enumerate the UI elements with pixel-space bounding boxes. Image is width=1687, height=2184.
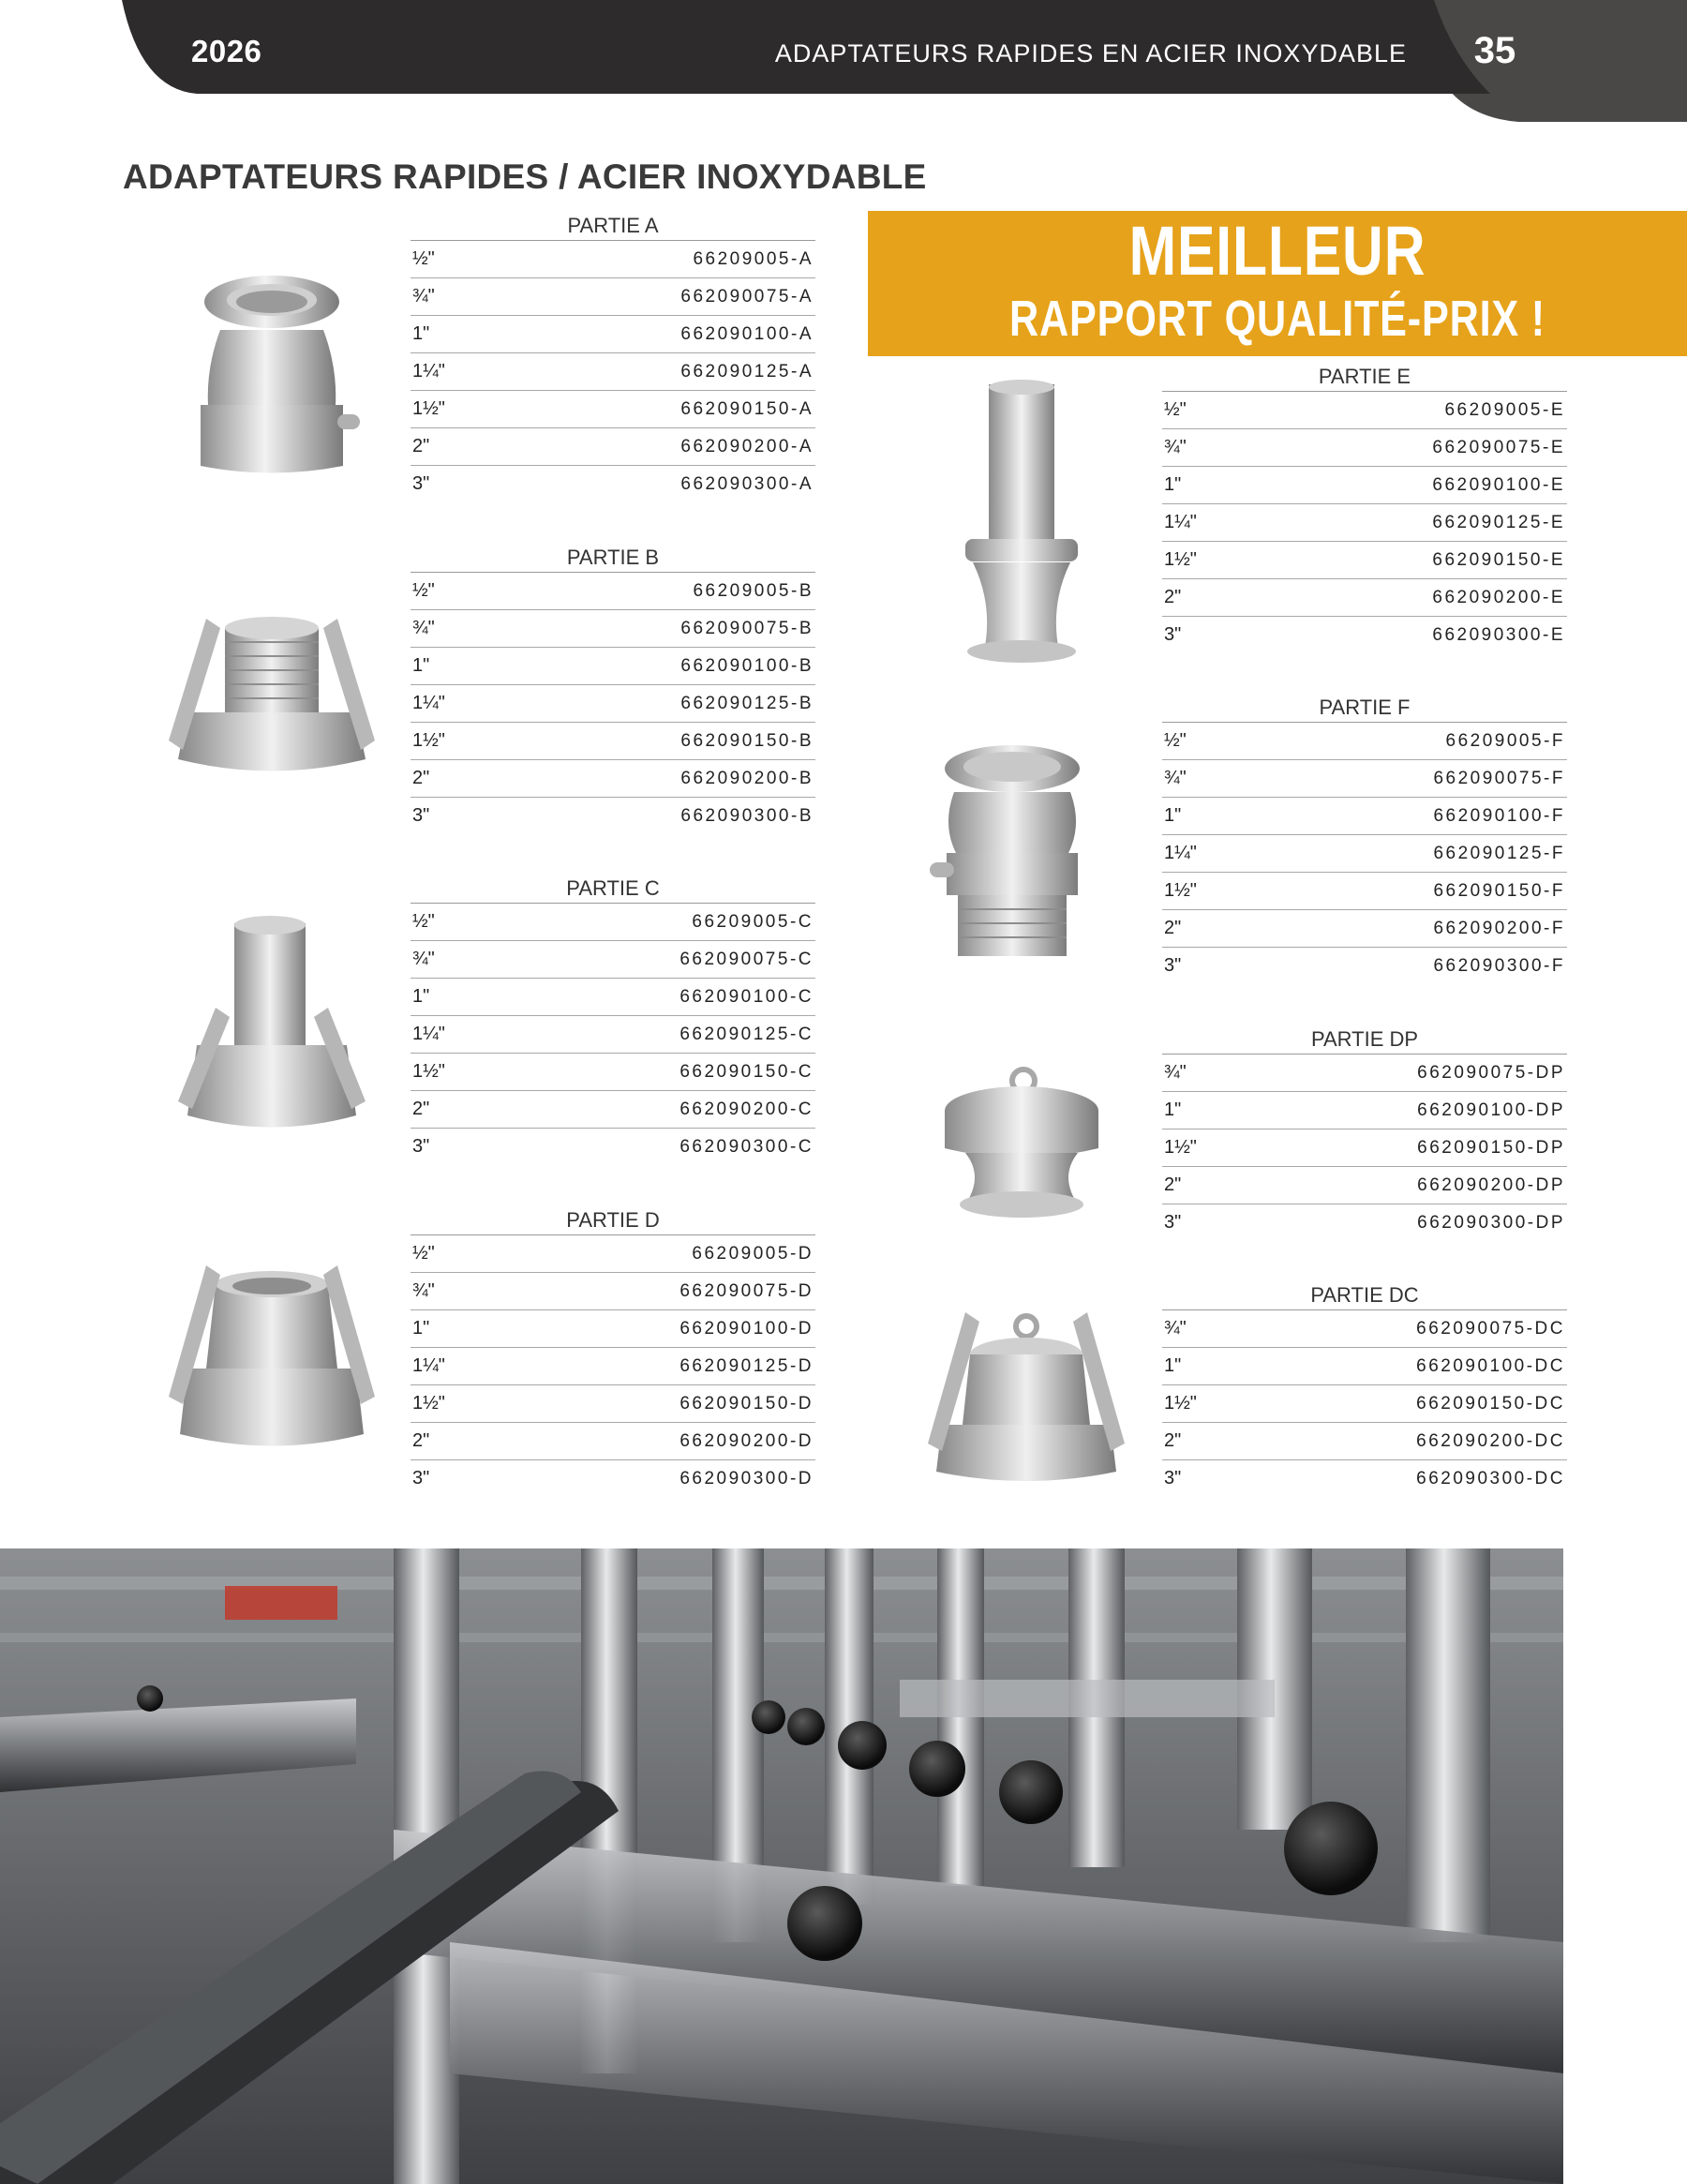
row-code: 662090125-A (680, 361, 814, 381)
row-code: 662090150-D (679, 1393, 814, 1414)
table-row (411, 278, 815, 316)
table-row (1162, 1423, 1567, 1460)
row-size: 2" (412, 768, 430, 788)
row-size: 2" (1164, 1430, 1182, 1451)
row-size: 2" (412, 1430, 430, 1451)
row-size: ½" (412, 248, 435, 269)
row-code: 662090100-A (680, 323, 814, 344)
row-size: 1¼" (412, 1024, 445, 1044)
row-code: 662090075-DC (1416, 1318, 1565, 1339)
table-row (1162, 760, 1567, 798)
table-row (411, 941, 815, 979)
row-size: 2" (1164, 587, 1182, 607)
row-code: 662090100-DC (1416, 1355, 1565, 1376)
part-table-a (411, 212, 815, 502)
table-row (1162, 1055, 1567, 1092)
page-title: ADAPTATEURS RAPIDES / ACIER INOXYDABLE (123, 157, 927, 196)
row-code: 662090300-DP (1417, 1212, 1565, 1233)
row-code: 662090075-B (680, 618, 814, 638)
row-size: 3" (1164, 955, 1182, 976)
table-row (1162, 504, 1567, 542)
row-size: ½" (1164, 730, 1187, 751)
row-code: 662090300-DC (1416, 1468, 1565, 1488)
row-code: 662090100-DP (1417, 1099, 1565, 1120)
table-row (1162, 873, 1567, 910)
table-row (411, 760, 815, 798)
table-row (411, 466, 815, 502)
table-row (1162, 1092, 1567, 1129)
table-row (1162, 1385, 1567, 1423)
row-code: 662090125-D (679, 1355, 814, 1376)
table-row (411, 1273, 815, 1310)
row-size: ¾" (1164, 1062, 1187, 1083)
table-row (1162, 835, 1567, 873)
row-size: 1" (1164, 1099, 1182, 1120)
row-size: 1¼" (412, 693, 445, 713)
table-row (1162, 910, 1567, 948)
part-c-image (159, 914, 384, 1153)
row-code: 662090200-DC (1416, 1430, 1565, 1451)
header-section-title: ADAPTATEURS RAPIDES EN ACIER INOXYDABLE (774, 39, 1407, 67)
row-code: 662090125-C (679, 1024, 814, 1044)
row-code: 662090200-F (1433, 918, 1565, 938)
row-code: 662090100-D (679, 1318, 814, 1339)
row-code: 662090300-B (680, 805, 814, 826)
table-row (411, 1054, 815, 1091)
table-row (411, 798, 815, 834)
table-row (1162, 467, 1567, 504)
table-row (411, 573, 815, 610)
row-code: 662090150-DP (1417, 1137, 1565, 1158)
row-size: ¾" (412, 1280, 435, 1301)
table-row (1162, 1167, 1567, 1204)
row-size: ¾" (412, 949, 435, 969)
row-code: 66209005-D (692, 1243, 814, 1264)
piping-illustration (0, 1548, 1563, 2184)
part-title: PARTIE A (411, 212, 815, 241)
part-dp-image (937, 1064, 1106, 1223)
table-row (411, 1310, 815, 1348)
row-size: 1" (1164, 474, 1182, 495)
promo-line-1: MEILLEUR (1128, 212, 1426, 290)
row-size: 2" (412, 436, 430, 456)
row-code: 662090150-DC (1416, 1393, 1565, 1414)
row-size: 1" (412, 986, 430, 1007)
row-size: 1" (1164, 805, 1182, 826)
row-code: 662090200-DP (1417, 1174, 1565, 1195)
table-row (411, 979, 815, 1016)
row-code: 66209005-C (692, 911, 814, 932)
part-table-c (411, 875, 815, 1165)
row-size: 1" (412, 655, 430, 676)
row-size: 3" (412, 1136, 430, 1157)
part-e-image (956, 380, 1087, 666)
row-size: ¾" (412, 286, 435, 307)
promo-line-2: RAPPORT QUALITÉ-PRIX ! (1008, 291, 1545, 347)
part-f-image (928, 740, 1097, 965)
part-table-f (1162, 694, 1567, 984)
row-size: 1½" (412, 730, 445, 751)
page-header (0, 0, 1687, 122)
row-size: 1" (412, 1318, 430, 1339)
row-size: ¾" (1164, 768, 1187, 788)
row-code: 662090150-F (1433, 880, 1565, 901)
table-row (411, 610, 815, 648)
row-code: 662090150-A (680, 398, 814, 419)
table-row (1162, 1348, 1567, 1385)
row-size: 1½" (1164, 880, 1197, 901)
row-size: 1¼" (1164, 843, 1197, 863)
part-table-dp (1162, 1025, 1567, 1241)
row-code: 662090200-B (680, 768, 814, 788)
table-row (411, 428, 815, 466)
table-row (411, 648, 815, 685)
table-row (1162, 723, 1567, 760)
row-code: 662090075-DP (1417, 1062, 1565, 1083)
row-code: 66209005-E (1444, 399, 1565, 420)
table-row (1162, 1204, 1567, 1241)
row-size: 1½" (412, 1393, 445, 1414)
part-dc-image (914, 1303, 1139, 1490)
row-code: 662090075-D (679, 1280, 814, 1301)
part-title: PARTIE C (411, 875, 815, 904)
part-title: PARTIE DP (1162, 1025, 1567, 1055)
table-row (1162, 542, 1567, 579)
table-row (411, 1348, 815, 1385)
row-size: 1¼" (412, 361, 445, 381)
part-title: PARTIE F (1162, 694, 1567, 723)
row-size: 3" (1164, 624, 1182, 645)
row-code: 662090075-E (1432, 437, 1565, 457)
row-code: 662090100-E (1432, 474, 1565, 495)
row-size: ¾" (412, 618, 435, 638)
row-code: 662090200-A (680, 436, 814, 456)
part-title: PARTIE DC (1162, 1281, 1567, 1310)
table-row (1162, 579, 1567, 617)
row-code: 662090200-E (1432, 587, 1565, 607)
table-row (1162, 1310, 1567, 1348)
table-row (411, 353, 815, 391)
row-code: 662090300-E (1432, 624, 1565, 645)
row-code: 662090200-D (679, 1430, 814, 1451)
row-size: 3" (412, 1468, 430, 1488)
row-size: 1" (412, 323, 430, 344)
row-size: ¾" (1164, 437, 1187, 457)
row-code: 662090300-C (679, 1136, 814, 1157)
part-table-dc (1162, 1281, 1567, 1497)
industrial-piping-photo (0, 1548, 1563, 2184)
table-row (411, 1016, 815, 1054)
table-row (411, 241, 815, 278)
row-size: 2" (412, 1099, 430, 1119)
row-size: 3" (412, 473, 430, 494)
part-table-b (411, 544, 815, 834)
part-a-image (187, 264, 366, 480)
row-code: 66209005-B (693, 580, 814, 601)
row-code: 662090075-A (680, 286, 814, 307)
row-code: 662090200-C (679, 1099, 814, 1119)
row-code: 662090150-B (680, 730, 814, 751)
table-row (411, 316, 815, 353)
row-size: 1½" (1164, 1393, 1197, 1414)
row-size: 1" (1164, 1355, 1182, 1376)
row-size: ½" (1164, 399, 1187, 420)
row-code: 662090150-C (679, 1061, 814, 1082)
row-size: 3" (412, 805, 430, 826)
table-row (1162, 392, 1567, 429)
table-row (1162, 1129, 1567, 1167)
row-code: 662090125-E (1432, 512, 1565, 532)
row-code: 66209005-A (693, 248, 814, 269)
table-row (411, 1091, 815, 1129)
row-size: 1¼" (1164, 512, 1197, 532)
row-code: 662090125-F (1433, 843, 1565, 863)
table-row (411, 685, 815, 723)
row-code: 662090300-D (679, 1468, 814, 1488)
table-row (411, 1460, 815, 1497)
row-size: 1½" (412, 398, 445, 419)
table-row (411, 1235, 815, 1273)
table-row (411, 1129, 815, 1165)
table-row (411, 723, 815, 760)
row-code: 662090100-C (679, 986, 814, 1007)
part-title: PARTIE E (1162, 363, 1567, 392)
row-size: 2" (1164, 1174, 1182, 1195)
table-row (1162, 798, 1567, 835)
table-row (1162, 948, 1567, 984)
row-size: ½" (412, 1243, 435, 1264)
page-number: 35 (1473, 30, 1516, 71)
table-row (1162, 1460, 1567, 1497)
part-d-image (150, 1247, 394, 1462)
row-size: 1¼" (412, 1355, 445, 1376)
part-title: PARTIE B (411, 544, 815, 573)
table-row (411, 1423, 815, 1460)
table-row (1162, 617, 1567, 653)
promo-banner (868, 211, 1687, 356)
row-code: 662090100-B (680, 655, 814, 676)
part-title: PARTIE D (411, 1206, 815, 1235)
row-code: 662090300-A (680, 473, 814, 494)
row-size: 1½" (412, 1061, 445, 1082)
row-size: 1½" (1164, 549, 1197, 570)
part-table-e (1162, 363, 1567, 653)
part-table-d (411, 1206, 815, 1497)
row-size: 1½" (1164, 1137, 1197, 1158)
table-row (411, 904, 815, 941)
row-size: ¾" (1164, 1318, 1187, 1339)
row-size: 3" (1164, 1468, 1182, 1488)
table-row (411, 391, 815, 428)
table-row (1162, 429, 1567, 467)
header-year: 2026 (191, 34, 262, 68)
row-size: ½" (412, 580, 435, 601)
row-code: 662090125-B (680, 693, 814, 713)
row-size: ½" (412, 911, 435, 932)
row-code: 662090100-F (1433, 805, 1565, 826)
row-code: 66209005-F (1445, 730, 1565, 751)
row-code: 662090150-E (1432, 549, 1565, 570)
row-code: 662090300-F (1433, 955, 1565, 976)
row-code: 662090075-C (679, 949, 814, 969)
row-size: 2" (1164, 918, 1182, 938)
table-row (411, 1385, 815, 1423)
row-size: 3" (1164, 1212, 1182, 1233)
row-code: 662090075-F (1433, 768, 1565, 788)
part-b-image (150, 600, 394, 787)
